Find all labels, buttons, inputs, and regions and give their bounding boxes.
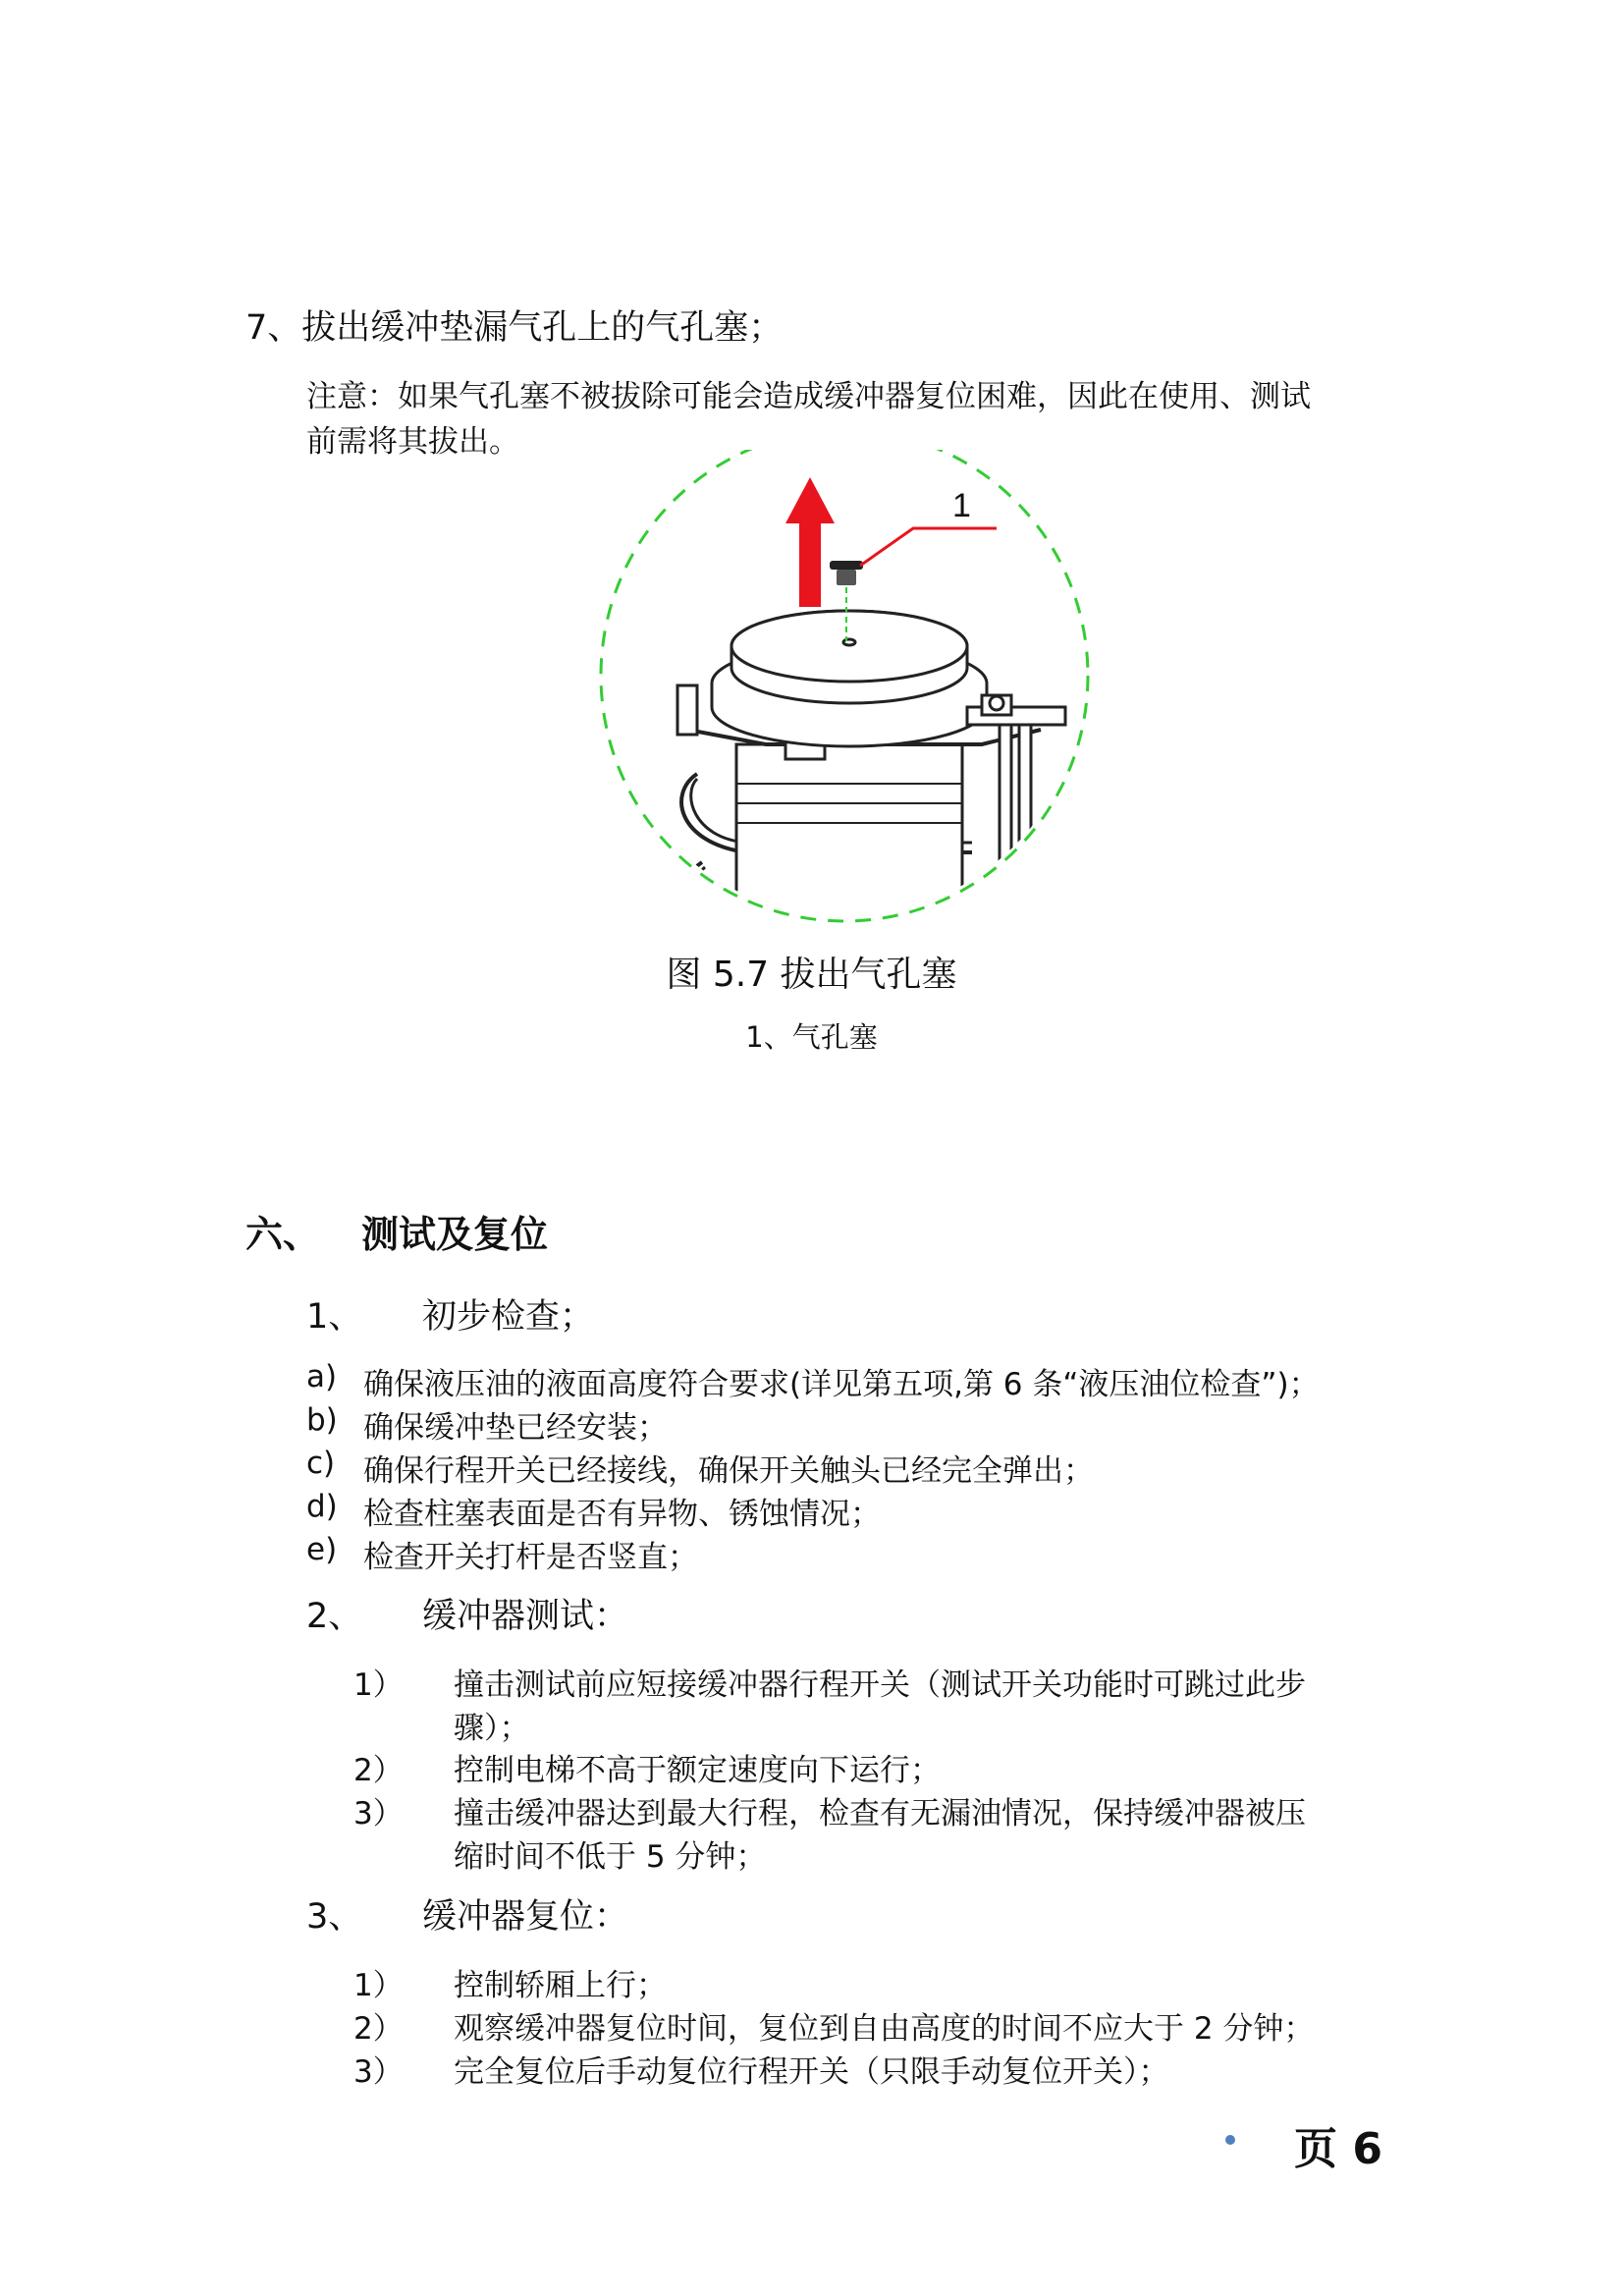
subsection-2-number: 2、 [306,1597,363,1636]
subsection-3-title: 缓冲器复位： [422,1897,629,1937]
reset-step-text: 控制轿厢上行； [454,1968,667,2003]
callout-number: 1 [952,487,971,524]
check-item-label: a) [306,1359,338,1394]
check-item-text: 确保行程开关已经接线，确保开关触头已经完全弹出； [363,1453,1094,1489]
step-7-heading: 7、拔出缓冲垫漏气孔上的气孔塞； [245,308,784,348]
check-item-label: c) [306,1446,336,1481]
reset-step-text: 完全复位后手动复位行程开关（只限手动复位开关）； [454,2054,1169,2090]
note-line-1: 注意：如果气孔塞不被拔除可能会造成缓冲器复位困难，因此在使用、测试 [306,379,1311,414]
check-item-text: 检查柱塞表面是否有异物、锈蚀情况； [363,1497,881,1532]
note-line-2: 前需将其拔出。 [306,424,519,460]
test-step-text: 控制电梯不高于额定速度向下运行； [454,1753,941,1788]
buffer-illustration [589,450,1100,931]
vent-plug-icon [830,561,863,585]
check-item-label: d) [306,1489,338,1524]
reset-step-label: 1） [353,1968,404,2003]
test-step-text-cont: 缩时间不低于 5 分钟； [454,1839,767,1875]
check-item-text: 确保缓冲垫已经安装； [363,1410,668,1446]
check-item-text: 确保液压油的液面高度符合要求(详见第五项,第 6 条“液压油位检查”)； [363,1367,1320,1402]
page-dot-icon [1225,2135,1235,2145]
reset-step-label: 2） [353,2011,404,2047]
reset-step-label: 3） [353,2054,404,2090]
page-number: 页 6 [1294,2124,1382,2174]
reset-step-text: 观察缓冲器复位时间，复位到自由高度的时间不应大于 2 分钟； [454,2011,1315,2047]
section-6-number: 六、 [245,1213,321,1256]
section-6-title: 测试及复位 [361,1213,549,1256]
test-step-label: 2） [353,1753,404,1788]
test-step-label: 1） [353,1667,404,1703]
test-step-text-cont: 骤）； [454,1711,530,1746]
test-step-label: 3） [353,1796,404,1831]
check-item-label: b) [306,1402,338,1438]
callout-line [860,528,997,566]
check-item-text: 检查开关打杆是否竖直； [363,1540,698,1575]
subsection-3-number: 3、 [306,1897,363,1937]
subsection-1-number: 1、 [306,1297,363,1337]
test-step-text: 撞击缓冲器达到最大行程，检查有无漏油情况，保持缓冲器被压 [454,1796,1306,1831]
check-item-label: e) [306,1532,338,1567]
subsection-1-title: 初步检查； [422,1297,595,1337]
figure-caption: 图 5.7 拔出气孔塞 [666,955,957,995]
arrow-up-icon [785,477,835,607]
figure-legend: 1、气孔塞 [745,1020,878,1054]
subsection-2-title: 缓冲器测试： [422,1597,629,1636]
test-step-text: 撞击测试前应短接缓冲器行程开关（测试开关功能时可跳过此步 [454,1667,1306,1703]
figure-remove-vent-plug [589,450,1100,931]
